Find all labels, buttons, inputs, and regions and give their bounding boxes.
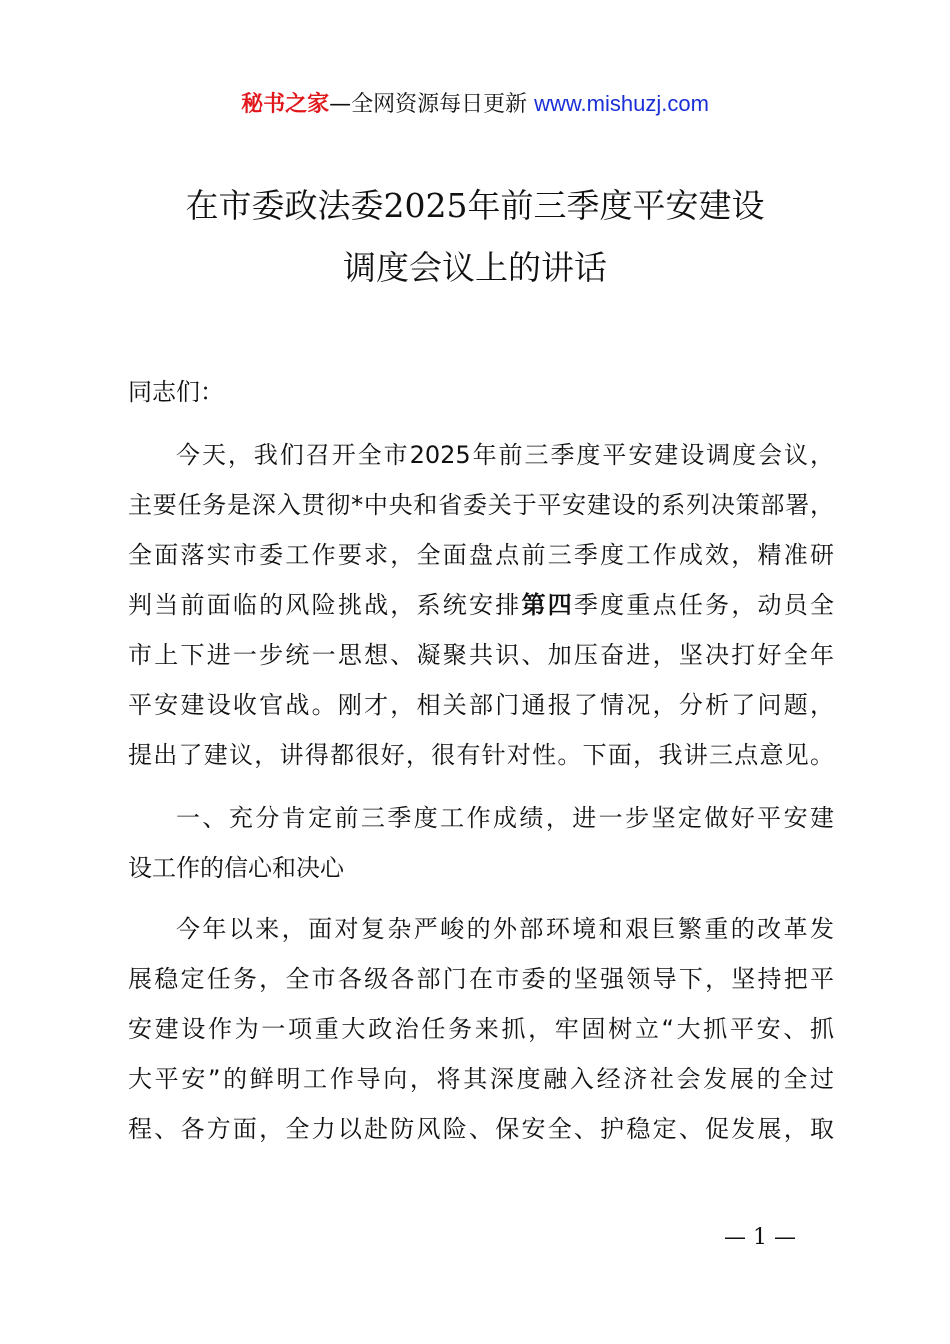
paragraph-1-line-5: 市上下进一步统一思想、凝聚共识、加压奋进，坚决打好全年 — [128, 641, 834, 669]
paragraph-1-line-1: 今天，我们召开全市2025年前三季度平安建设调度会议， — [176, 441, 834, 469]
paragraph-1-line-4-start: 判当前面临的风险挑战，系统安排 — [128, 591, 522, 619]
section-1-heading-line-2: 设工作的信心和决心 — [128, 854, 344, 882]
site-url-link[interactable]: www.mishuzj.com — [534, 91, 709, 116]
emphasis-text: 第四 — [521, 591, 574, 619]
paragraph-2-line-3: 安建设作为一项重大政治任务来抓，牢固树立“大抓平安、抓 — [128, 1015, 834, 1043]
paragraph-1-line-6: 平安建设收官战。刚才，相关部门通报了情况，分析了问题， — [128, 691, 834, 719]
paragraph-1-line-2: 主要任务是深入贯彻*中央和省委关于平安建设的系列决策部署， — [128, 491, 834, 519]
site-slogan: —全网资源每日更新 — [329, 92, 535, 117]
paragraph-1-line-7: 提出了建议，讲得都很好，很有针对性。下面，我讲三点意见。 — [128, 741, 834, 769]
site-header — [0, 86, 950, 123]
paragraph-2-line-2: 展稳定任务，全市各级各部门在市委的坚强领导下，坚持把平 — [128, 965, 834, 993]
paragraph-1-line-3: 全面落实市委工作要求，全面盘点前三季度工作成效，精准研 — [128, 541, 834, 569]
paragraph-2-line-1: 今年以来，面对复杂严峻的外部环境和艰巨繁重的改革发 — [176, 915, 834, 943]
document-title-line-2: 调度会议上的讲话 — [343, 248, 607, 287]
section-1-heading-line-1: 一、充分肯定前三季度工作成绩，进一步坚定做好平安建 — [176, 804, 834, 832]
paragraph-1-line-4-end: 季度重点任务，动员全 — [573, 591, 835, 619]
site-brand: 秘书之家 — [241, 92, 330, 117]
page-number: — 1 — — [724, 1225, 796, 1250]
paragraph-1-line-4 — [128, 588, 834, 622]
paragraph-2-line-4: 大平安”的鲜明工作导向，将其深度融入经济社会发展的全过 — [128, 1065, 834, 1093]
document-title-line-1: 在市委政法委2025年前三季度平安建设 — [185, 186, 765, 225]
paragraph-2-line-5: 程、各方面，全力以赴防风险、保安全、护稳定、促发展，取 — [128, 1115, 834, 1143]
salutation: 同志们： — [128, 378, 224, 406]
